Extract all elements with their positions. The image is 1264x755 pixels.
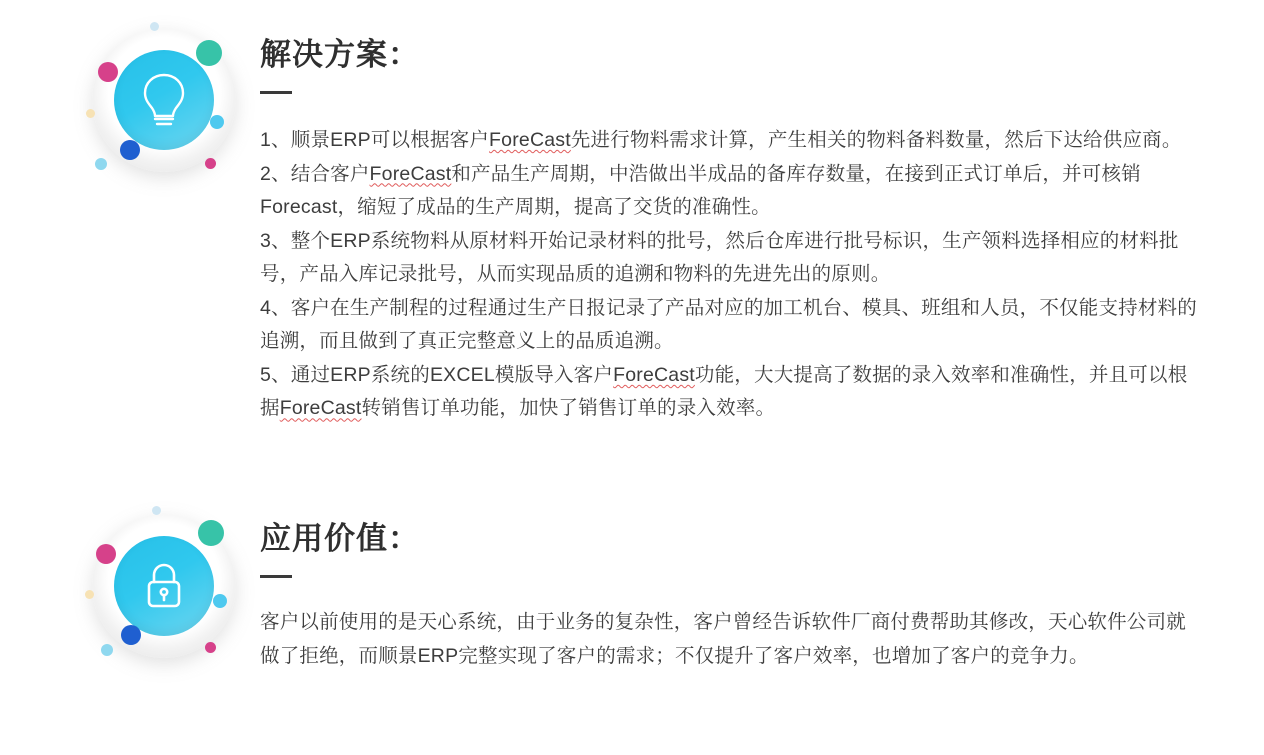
decor-dot-cream (85, 590, 94, 599)
spellcheck-marked-term: ForeCast (369, 162, 452, 185)
lock-icon-cluster (0, 496, 260, 666)
section-value (0, 496, 1200, 673)
decor-dot-sky (95, 158, 107, 170)
solution-item-2: 2、结合客户ForeCast和产品生产周期，中浩做出半成品的备库存数量，在接到正式订单后，并可核销Forecast，缩短了成品的生产周期，提高了交货的准确性。 (260, 162, 1141, 219)
decor-dot-teal (198, 520, 224, 546)
decor-dot-teal (196, 40, 222, 66)
solution-item-3: 3、整个ERP系统物料从原材料开始记录材料的批号，然后仓库进行批号标识，生产领料选择相应的材料批号，产品入库记录批号，从而实现品质的追溯和物料的先进先出的原则。 (260, 229, 1179, 286)
lightbulb-icon-cluster (0, 10, 260, 180)
lightbulb-icon (114, 50, 214, 150)
decor-dot-cyan (210, 115, 224, 129)
title-underline-rule (260, 575, 292, 578)
title-underline-rule (260, 91, 292, 94)
decor-dot-sky (101, 644, 113, 656)
decor-dot-rose (205, 158, 216, 169)
page-title-value: 应用价值： (260, 521, 420, 556)
solution-item-1: 1、顺景ERP可以根据客户ForeCast先进行物料需求计算，产生相关的物料备料数量，然后下达给供应商。 (260, 129, 1182, 152)
spellcheck-marked-term: ForeCast (279, 397, 362, 420)
decor-dot-blue (120, 140, 140, 160)
decor-dot-cream (86, 109, 95, 118)
decor-dot-cyan (213, 594, 227, 608)
decor-dot-pale-blue (152, 506, 161, 515)
solution-item-4: 4、客户在生产制程的过程通过生产日报记录了产品对应的加工机台、模具、班组和人员，不仅能支持材料的追溯，而且做到了真正完整意义上的品质追溯。 (260, 296, 1197, 353)
spellcheck-marked-term: ForeCast (489, 129, 571, 152)
solution-item-5: 5、通过ERP系统的EXCEL模版导入客户ForeCast功能，大大提高了数据的录入效率和准确性，并且可以根据ForeCast转销售订单功能，加快了销售订单的录入效率。 (260, 363, 1188, 420)
solution-content (260, 10, 1200, 426)
lock-icon (114, 536, 214, 636)
decor-dot-blue (121, 625, 141, 645)
solution-body (260, 124, 1200, 426)
value-body (260, 606, 1200, 673)
spellcheck-marked-term: ForeCast (613, 363, 695, 386)
section-solution (0, 10, 1200, 426)
decor-dot-pink (96, 544, 116, 564)
decor-dot-pale-blue (150, 22, 159, 31)
value-content (260, 496, 1200, 673)
decor-dot-pink (98, 62, 118, 82)
value-paragraph-1: 客户以前使用的是天心系统，由于业务的复杂性，客户曾经告诉软件厂商付费帮助其修改，天心软件公司就做了拒绝，而顺景ERP完整实现了客户的需求；不仅提升了客户效率，也增加了客户的竞争力。 (260, 611, 1186, 667)
decor-dot-rose (205, 642, 216, 653)
page-title-solution: 解决方案： (260, 37, 420, 72)
